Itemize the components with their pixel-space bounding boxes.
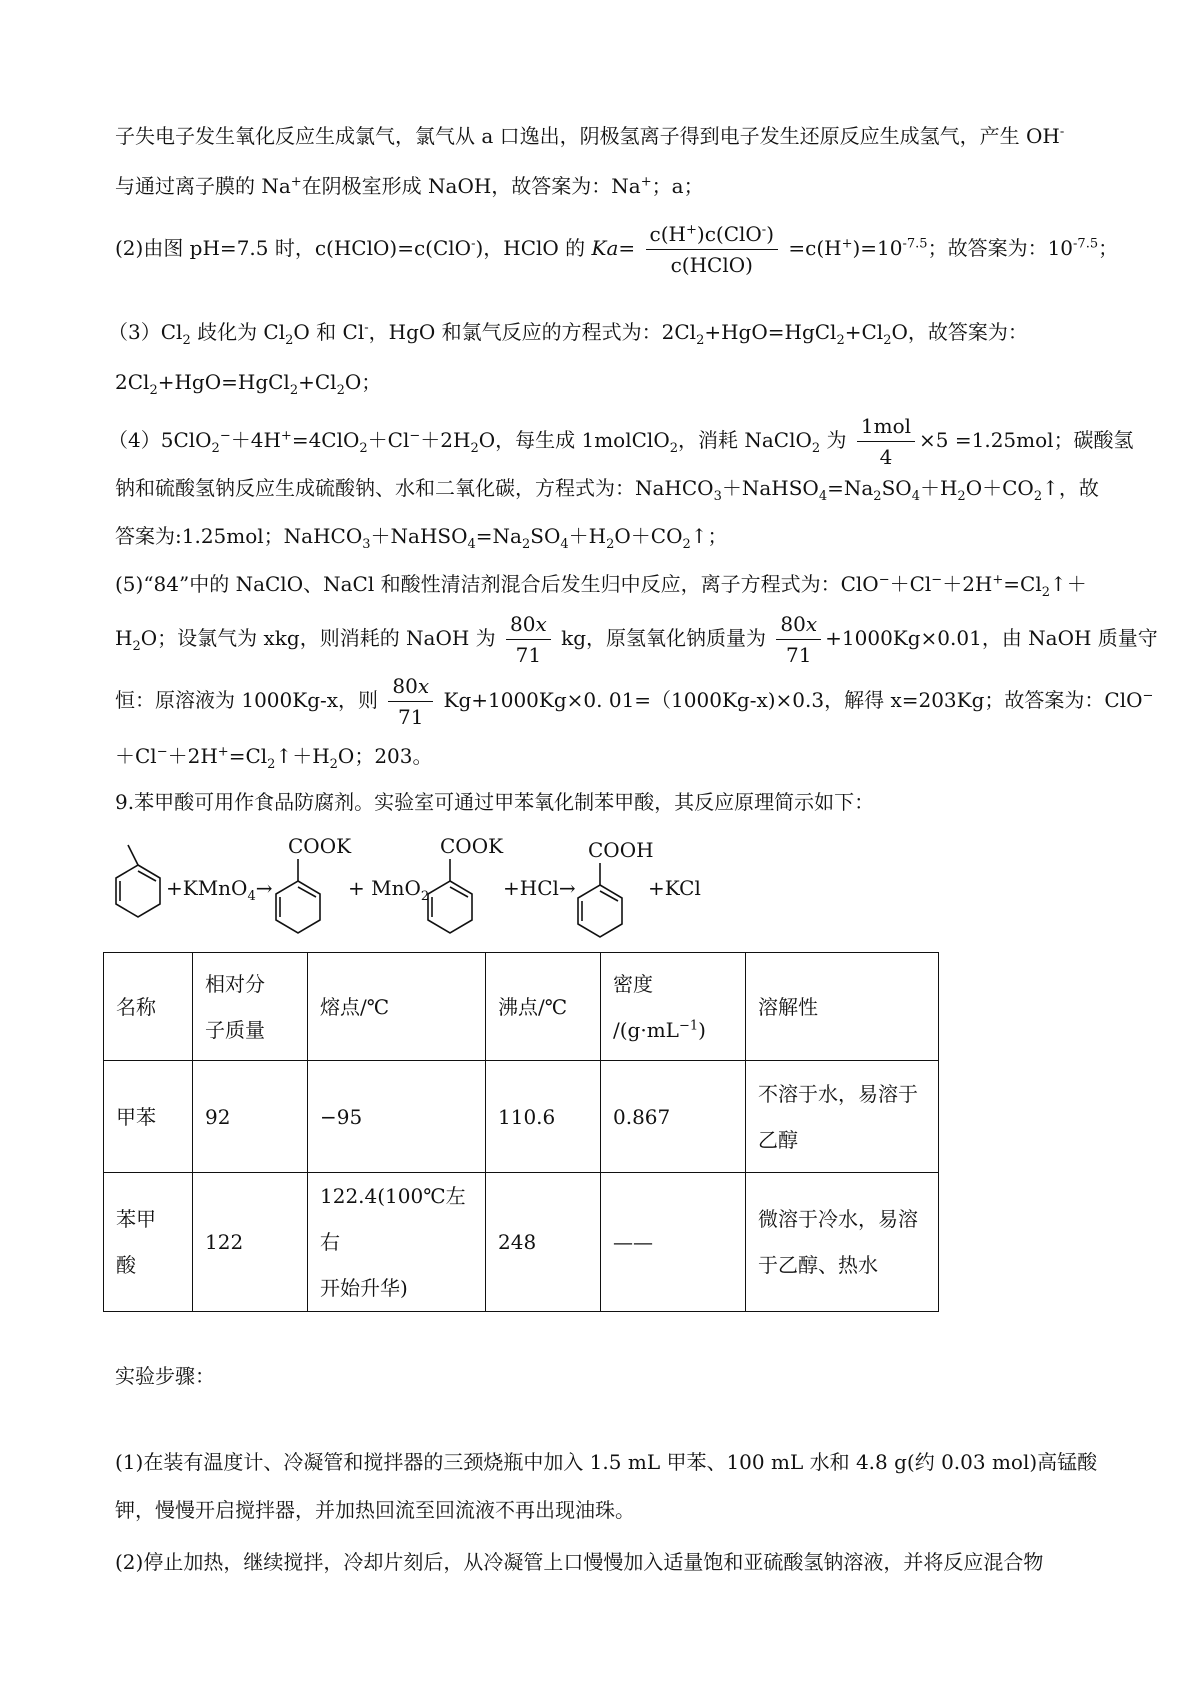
cell-bp: 248	[486, 1173, 601, 1312]
naoh-fraction: $\frac{80x}{71}$	[506, 611, 551, 668]
paragraph-line: 钠和硫酸氢钠反应生成硫酸钠、水和二氧化碳，方程式为：$NaHCO_3+NaHSO_4=Na_2SO_4+H_2O+CO_2↑$，故	[115, 476, 1099, 504]
cell-name: 苯甲 酸	[104, 1173, 193, 1312]
benzoic-acid-structure	[578, 863, 622, 937]
svg-text:COOK: COOK	[288, 834, 352, 858]
cell-mass: 92	[193, 1061, 308, 1173]
svg-text:+KCl: +KCl	[648, 876, 701, 900]
paragraph-line: $(3)Cl_2$ 歧化为 $Cl_2O$ 和 Cl-，HgO 和氯气反应的方程式为：$2Cl_2+HgO=HgCl_2+Cl_2O$，故答案为：	[108, 320, 1028, 348]
question-9: 9.苯甲酸可用作食品防腐剂。实验室可通过甲苯氧化制苯甲酸，其反应原理简示如下：	[115, 790, 875, 814]
svg-text:+HCl→: +HCl→	[503, 876, 576, 900]
svg-text:+ MnO2: + MnO$_2$	[348, 876, 430, 904]
cell-mass: 122	[193, 1173, 308, 1312]
paragraph-line: 恒：原溶液为 1000Kg-x，则 $\frac{80x}{71}$ Kg+1000Kg×0. 01=（1000Kg-x)×0.3，解得 x=203Kg；故答案为：ClO−	[115, 674, 1154, 729]
cell-density: 0.867	[601, 1061, 746, 1173]
cell-solubility: 微溶于冷水，易溶 于乙醇、热水	[746, 1173, 939, 1312]
cell-density: ——	[601, 1173, 746, 1312]
toluene-structure	[116, 845, 160, 917]
cell-bp: 110.6	[486, 1061, 601, 1173]
cell-solubility: 不溶于水，易溶于 乙醇	[746, 1061, 939, 1173]
cell-name: 甲苯	[104, 1061, 193, 1173]
reaction-scheme	[110, 833, 1090, 943]
header-cell: 相对分 子质量	[193, 953, 308, 1061]
step-1-line: 钾，慢慢开启搅拌器，并加热回流至回流液不再出现油珠。	[115, 1498, 635, 1522]
paragraph-line: $2Cl_2+HgO=HgCl_2+Cl_2O$；	[115, 370, 382, 398]
naoh-fraction: $\frac{80x}{71}$	[388, 673, 433, 730]
steps-title: 实验步骤：	[115, 1364, 215, 1388]
paragraph-line: (5)“84”中的 NaClO、NaCl 和酸性清洁剂混合后发生归中反应，离子方程式为：$ClO^-+Cl^-+2H^+=Cl_2↑+$	[115, 572, 1087, 600]
svg-text:COOK: COOK	[440, 834, 504, 858]
paragraph-line: $(4)5ClO_2^-+4H^+=4ClO_2+Cl^-+2H_2O$，每生成 1molClO$_2$，消耗 NaClO$_2$ 为 $\frac{\text{1mol}}{4}$ ×5 =1.25mol；碳酸氢	[108, 414, 1134, 469]
table-row	[104, 1173, 939, 1312]
table-row	[104, 1061, 939, 1173]
step-1-line: (1)在装有温度计、冷凝管和搅拌器的三颈烧瓶中加入 1.5 mL 甲苯、100 mL 水和 4.8 g(约 0.03 mol)高锰酸	[115, 1450, 1098, 1474]
paragraph-line: 答案为:1.25mol；$NaHCO_3+NaHSO_4=Na_2SO_4+H_2O+CO_2↑$；	[115, 524, 728, 552]
header-cell: 沸点/℃	[486, 953, 601, 1061]
table-header-row	[104, 953, 939, 1061]
properties-table	[103, 952, 939, 1312]
header-cell: 密度 $/(g\cdot mL^{-1})$	[601, 953, 746, 1061]
paragraph-line: $+Cl^-+2H^+=Cl_2↑+H_2O$；203。	[115, 744, 433, 772]
naoh-fraction: $\frac{80x}{71}$	[776, 611, 821, 668]
header-cell: 名称	[104, 953, 193, 1061]
cell-mp: −95	[308, 1061, 486, 1173]
benzoate-structure-2	[428, 859, 472, 933]
header-cell: 熔点/℃	[308, 953, 486, 1061]
benzoate-structure-1	[276, 859, 320, 933]
paragraph-line: 与通过离子膜的 Na+在阴极室形成 NaOH，故答案为：Na+；a；	[115, 174, 704, 198]
header-cell: 溶解性	[746, 953, 939, 1061]
paragraph-line: $H_2O$；设氯气为 xkg，则消耗的 NaOH 为 $\frac{80x}{71}$ kg，原氢氧化钠质量为 $\frac{80x}{71}$ +1000Kg×0.01，由 NaOH 质量守	[115, 612, 1158, 667]
svg-text:+KMnO4→: +KMnO$_4$→	[166, 876, 273, 904]
cell-mp: 122.4(100℃左右 开始升华)	[308, 1173, 486, 1312]
ka-line: (2)由图 pH=7.5 时，c(HClO)=c(ClO-)，HClO 的 Ka= $\frac{c(H^+)c(ClO^-)}{\text{c(HClO)}}$ $=c(H^+)=10^{-7.5}$；故答案为：$10^{-7.5}$；	[115, 222, 1119, 277]
step-2-line: (2)停止加热，继续搅拌，冷却片刻后，从冷凝管上口慢慢加入适量饱和亚硫酸氢钠溶液，并将反应混合物	[115, 1550, 1044, 1574]
svg-text:COOH: COOH	[588, 838, 654, 862]
paragraph-line: 子失电子发生氧化反应生成氯气，氯气从 a 口逸出，阴极氢离子得到电子发生还原反应生成氢气，产生 OH-	[115, 124, 1065, 148]
ka-fraction: $\frac{c(H^+)c(ClO^-)}{\text{c(HClO)}}$	[646, 221, 778, 278]
mol-fraction: $\frac{\text{1mol}}{4}$	[857, 413, 915, 470]
